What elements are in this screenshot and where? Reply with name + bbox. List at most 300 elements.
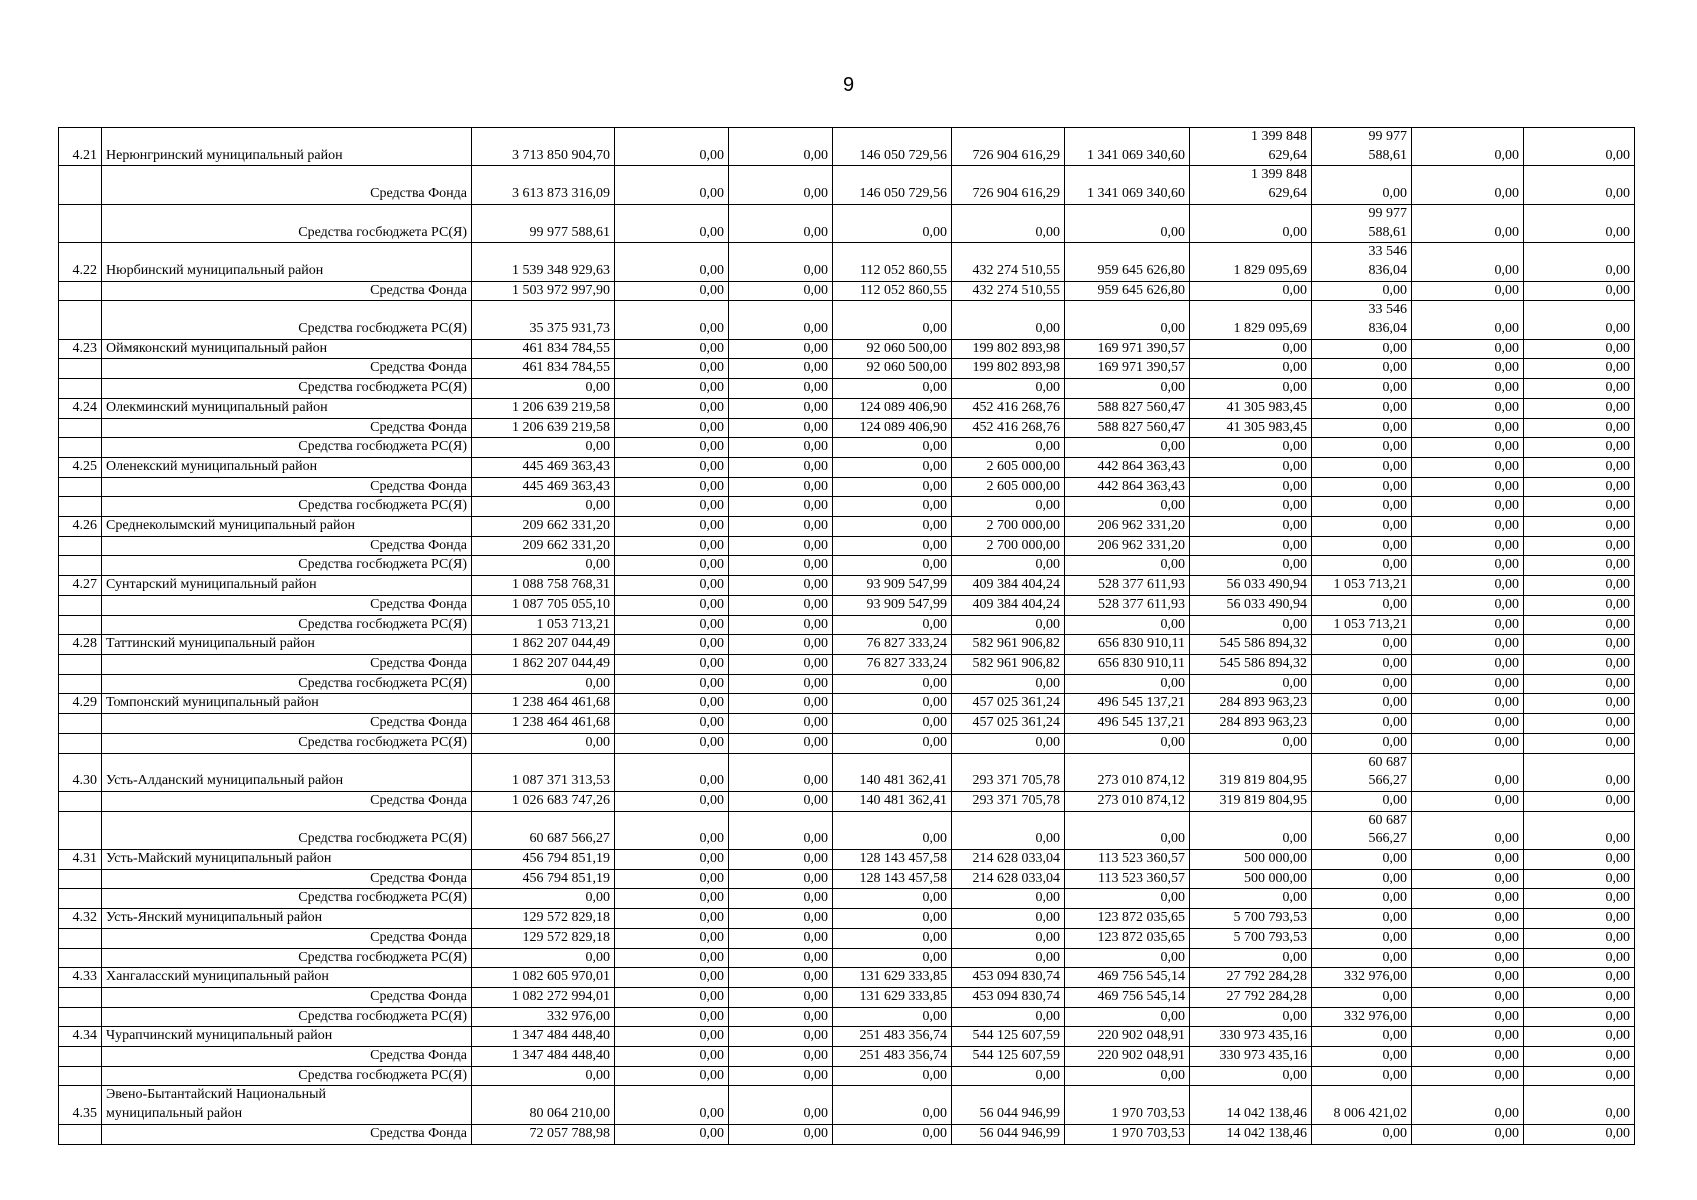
amount-cell: 0,00 [1524, 418, 1635, 438]
amount-cell: 0,00 [1412, 615, 1524, 635]
amount-cell: 123 872 035,65 [1065, 928, 1190, 948]
amount-cell: 1 053 713,21 [472, 615, 615, 635]
amount-cell: 56 044 946,99 [952, 1086, 1065, 1124]
row-number [59, 497, 102, 517]
amount-cell: 330 973 435,16 [1190, 1047, 1312, 1067]
amount-cell: 0,00 [729, 128, 833, 166]
amount-cell: 545 586 894,32 [1190, 635, 1312, 655]
table-row-funding-source [59, 615, 1635, 635]
row-number [59, 928, 102, 948]
amount-cell: 1 206 639 219,58 [472, 398, 615, 418]
funding-source-name: Средства госбюджета РС(Я) [102, 556, 472, 576]
amount-cell: 0,00 [1412, 379, 1524, 399]
table-row-district [59, 339, 1635, 359]
amount-cell: 0,00 [1524, 615, 1635, 635]
amount-cell: 0,00 [1190, 339, 1312, 359]
amount-cell: 0,00 [1412, 1027, 1524, 1047]
amount-cell: 0,00 [952, 948, 1065, 968]
amount-cell: 0,00 [833, 694, 952, 714]
amount-cell: 251 483 356,74 [833, 1047, 952, 1067]
table-row-district [59, 576, 1635, 596]
amount-cell: 496 545 137,21 [1065, 714, 1190, 734]
amount-cell: 2 700 000,00 [952, 517, 1065, 537]
district-name: Чурапчинский муниципальный район [102, 1027, 472, 1047]
amount-cell: 0,00 [1412, 398, 1524, 418]
amount-cell: 500 000,00 [1190, 850, 1312, 870]
district-name: Хангаласский муниципальный район [102, 968, 472, 988]
amount-cell: 0,00 [1524, 281, 1635, 301]
amount-cell: 293 371 705,78 [952, 791, 1065, 811]
amount-cell: 528 377 611,93 [1065, 595, 1190, 615]
amount-cell: 0,00 [952, 909, 1065, 929]
table-row-funding-source [59, 438, 1635, 458]
funding-source-name: Средства госбюджета РС(Я) [102, 379, 472, 399]
amount-cell: 0,00 [1524, 968, 1635, 988]
amount-cell: 0,00 [1412, 1066, 1524, 1086]
amount-cell: 123 872 035,65 [1065, 909, 1190, 929]
amount-cell: 1 829 095,69 [1190, 301, 1312, 339]
amount-cell: 445 469 363,43 [472, 457, 615, 477]
amount-cell: 1 399 848 629,64 [1190, 166, 1312, 204]
amount-cell: 0,00 [833, 556, 952, 576]
amount-cell: 146 050 729,56 [833, 166, 952, 204]
funding-source-name: Средства госбюджета РС(Я) [102, 438, 472, 458]
amount-cell: 0,00 [833, 457, 952, 477]
amount-cell: 0,00 [615, 359, 729, 379]
amount-cell: 0,00 [1412, 909, 1524, 929]
amount-cell: 0,00 [1412, 694, 1524, 714]
district-name: Среднеколымский муниципальный район [102, 517, 472, 537]
row-number: 4.31 [59, 850, 102, 870]
amount-cell: 726 904 616,29 [952, 128, 1065, 166]
amount-cell: 0,00 [729, 438, 833, 458]
amount-cell: 1 862 207 044,49 [472, 654, 615, 674]
amount-cell: 0,00 [1312, 595, 1412, 615]
amount-cell: 113 523 360,57 [1065, 850, 1190, 870]
row-number [59, 733, 102, 753]
amount-cell: 0,00 [1524, 714, 1635, 734]
amount-cell: 0,00 [729, 1047, 833, 1067]
table-row-funding-source [59, 281, 1635, 301]
amount-cell: 0,00 [615, 339, 729, 359]
amount-cell: 0,00 [729, 339, 833, 359]
amount-cell: 1 970 703,53 [1065, 1124, 1190, 1144]
amount-cell: 0,00 [1312, 928, 1412, 948]
amount-cell: 0,00 [1412, 987, 1524, 1007]
table-row-district [59, 1027, 1635, 1047]
amount-cell: 0,00 [1312, 497, 1412, 517]
amount-cell: 0,00 [833, 379, 952, 399]
amount-cell: 0,00 [1065, 948, 1190, 968]
amount-cell: 445 469 363,43 [472, 477, 615, 497]
amount-cell: 0,00 [1524, 1027, 1635, 1047]
table-row-funding-source [59, 166, 1635, 204]
amount-cell: 0,00 [615, 477, 729, 497]
amount-cell: 0,00 [615, 674, 729, 694]
amount-cell: 0,00 [729, 1007, 833, 1027]
amount-cell: 99 977 588,61 [1312, 204, 1412, 242]
table-row-funding-source [59, 987, 1635, 1007]
amount-cell: 80 064 210,00 [472, 1086, 615, 1124]
amount-cell: 0,00 [952, 438, 1065, 458]
row-number [59, 674, 102, 694]
amount-cell: 0,00 [729, 1086, 833, 1124]
amount-cell: 0,00 [833, 517, 952, 537]
amount-cell: 0,00 [1524, 128, 1635, 166]
amount-cell: 0,00 [1190, 733, 1312, 753]
amount-cell: 0,00 [1312, 674, 1412, 694]
amount-cell: 0,00 [472, 1066, 615, 1086]
amount-cell: 33 546 836,04 [1312, 243, 1412, 281]
amount-cell: 0,00 [615, 654, 729, 674]
amount-cell: 1 026 683 747,26 [472, 791, 615, 811]
amount-cell: 0,00 [1524, 1047, 1635, 1067]
amount-cell: 1 087 705 055,10 [472, 595, 615, 615]
amount-cell: 0,00 [729, 1027, 833, 1047]
row-number: 4.29 [59, 694, 102, 714]
amount-cell: 0,00 [615, 987, 729, 1007]
amount-cell: 0,00 [1412, 635, 1524, 655]
row-number: 4.25 [59, 457, 102, 477]
amount-cell: 0,00 [729, 753, 833, 791]
budget-table [58, 127, 1635, 1145]
amount-cell: 2 700 000,00 [952, 536, 1065, 556]
amount-cell: 0,00 [1312, 379, 1412, 399]
amount-cell: 1 829 095,69 [1190, 243, 1312, 281]
table-row-funding-source [59, 714, 1635, 734]
amount-cell: 0,00 [729, 398, 833, 418]
amount-cell: 146 050 729,56 [833, 128, 952, 166]
amount-cell: 0,00 [1190, 204, 1312, 242]
amount-cell: 0,00 [1524, 909, 1635, 929]
amount-cell: 0,00 [1312, 556, 1412, 576]
amount-cell: 60 687 566,27 [1312, 753, 1412, 791]
row-number [59, 418, 102, 438]
district-name: Усть-Майский муниципальный район [102, 850, 472, 870]
amount-cell: 3 613 873 316,09 [472, 166, 615, 204]
amount-cell: 14 042 138,46 [1190, 1086, 1312, 1124]
amount-cell: 0,00 [615, 379, 729, 399]
district-name: Оймяконский муниципальный район [102, 339, 472, 359]
funding-source-name: Средства госбюджета РС(Я) [102, 1007, 472, 1027]
funding-source-name: Средства госбюджета РС(Я) [102, 1066, 472, 1086]
amount-cell: 0,00 [1412, 166, 1524, 204]
amount-cell: 0,00 [1412, 753, 1524, 791]
table-row-funding-source [59, 536, 1635, 556]
amount-cell: 209 662 331,20 [472, 517, 615, 537]
table-body [59, 128, 1635, 1145]
amount-cell: 0,00 [833, 301, 952, 339]
amount-cell: 0,00 [1412, 889, 1524, 909]
amount-cell: 0,00 [833, 204, 952, 242]
amount-cell: 453 094 830,74 [952, 987, 1065, 1007]
amount-cell: 0,00 [1312, 987, 1412, 1007]
amount-cell: 199 802 893,98 [952, 339, 1065, 359]
amount-cell: 0,00 [1524, 204, 1635, 242]
amount-cell: 0,00 [615, 438, 729, 458]
district-name: Томпонский муниципальный район [102, 694, 472, 714]
amount-cell: 0,00 [1312, 850, 1412, 870]
amount-cell: 0,00 [833, 714, 952, 734]
amount-cell: 0,00 [1312, 909, 1412, 929]
amount-cell: 456 794 851,19 [472, 850, 615, 870]
amount-cell: 0,00 [1524, 674, 1635, 694]
amount-cell: 0,00 [1312, 889, 1412, 909]
amount-cell: 0,00 [1412, 477, 1524, 497]
amount-cell: 0,00 [729, 204, 833, 242]
amount-cell: 128 143 457,58 [833, 869, 952, 889]
amount-cell: 1 088 758 768,31 [472, 576, 615, 596]
amount-cell: 0,00 [1524, 1124, 1635, 1144]
amount-cell: 582 961 906,82 [952, 635, 1065, 655]
amount-cell: 0,00 [1312, 1027, 1412, 1047]
amount-cell: 27 792 284,28 [1190, 968, 1312, 988]
amount-cell: 0,00 [729, 166, 833, 204]
amount-cell: 0,00 [1312, 517, 1412, 537]
amount-cell: 0,00 [615, 791, 729, 811]
amount-cell: 129 572 829,18 [472, 909, 615, 929]
amount-cell: 0,00 [1412, 733, 1524, 753]
amount-cell: 0,00 [729, 674, 833, 694]
amount-cell: 0,00 [1524, 556, 1635, 576]
amount-cell: 206 962 331,20 [1065, 536, 1190, 556]
amount-cell: 0,00 [952, 301, 1065, 339]
row-number: 4.27 [59, 576, 102, 596]
amount-cell: 0,00 [1190, 948, 1312, 968]
amount-cell: 0,00 [472, 556, 615, 576]
amount-cell: 0,00 [729, 909, 833, 929]
amount-cell: 0,00 [1190, 615, 1312, 635]
amount-cell: 0,00 [833, 811, 952, 849]
funding-source-name: Средства госбюджета РС(Я) [102, 204, 472, 242]
amount-cell: 0,00 [615, 1007, 729, 1027]
amount-cell: 0,00 [952, 556, 1065, 576]
amount-cell: 0,00 [1412, 457, 1524, 477]
amount-cell: 93 909 547,99 [833, 576, 952, 596]
amount-cell: 0,00 [1312, 1124, 1412, 1144]
row-number [59, 615, 102, 635]
amount-cell: 0,00 [1065, 1066, 1190, 1086]
amount-cell: 99 977 588,61 [1312, 128, 1412, 166]
amount-cell: 500 000,00 [1190, 869, 1312, 889]
funding-source-name: Средства Фонда [102, 418, 472, 438]
amount-cell: 330 973 435,16 [1190, 1027, 1312, 1047]
amount-cell: 461 834 784,55 [472, 339, 615, 359]
amount-cell: 0,00 [1524, 753, 1635, 791]
funding-source-name: Средства Фонда [102, 869, 472, 889]
amount-cell: 332 976,00 [1312, 1007, 1412, 1027]
amount-cell: 0,00 [1065, 1007, 1190, 1027]
amount-cell: 0,00 [615, 850, 729, 870]
table-row-funding-source [59, 204, 1635, 242]
amount-cell: 214 628 033,04 [952, 869, 1065, 889]
amount-cell: 128 143 457,58 [833, 850, 952, 870]
amount-cell: 0,00 [1524, 517, 1635, 537]
amount-cell: 0,00 [615, 968, 729, 988]
amount-cell: 0,00 [1412, 1124, 1524, 1144]
amount-cell: 0,00 [1524, 301, 1635, 339]
amount-cell: 0,00 [1190, 457, 1312, 477]
amount-cell: 0,00 [615, 714, 729, 734]
amount-cell: 0,00 [615, 948, 729, 968]
row-number: 4.24 [59, 398, 102, 418]
amount-cell: 0,00 [615, 928, 729, 948]
amount-cell: 1 970 703,53 [1065, 1086, 1190, 1124]
row-number [59, 281, 102, 301]
district-name: Олекминский муниципальный район [102, 398, 472, 418]
amount-cell: 0,00 [1412, 359, 1524, 379]
amount-cell: 0,00 [729, 928, 833, 948]
amount-cell: 0,00 [1412, 438, 1524, 458]
amount-cell: 60 687 566,27 [1312, 811, 1412, 849]
amount-cell: 0,00 [833, 1066, 952, 1086]
amount-cell: 209 662 331,20 [472, 536, 615, 556]
amount-cell: 656 830 910,11 [1065, 635, 1190, 655]
amount-cell: 0,00 [1190, 281, 1312, 301]
amount-cell: 452 416 268,76 [952, 398, 1065, 418]
amount-cell: 1 399 848 629,64 [1190, 128, 1312, 166]
amount-cell: 0,00 [1312, 948, 1412, 968]
amount-cell: 1 347 484 448,40 [472, 1027, 615, 1047]
amount-cell: 0,00 [729, 536, 833, 556]
amount-cell: 469 756 545,14 [1065, 968, 1190, 988]
table-row-district [59, 968, 1635, 988]
amount-cell: 0,00 [1065, 556, 1190, 576]
funding-source-name: Средства госбюджета РС(Я) [102, 674, 472, 694]
amount-cell: 5 700 793,53 [1190, 909, 1312, 929]
amount-cell: 0,00 [1412, 968, 1524, 988]
funding-source-name: Средства Фонда [102, 477, 472, 497]
amount-cell: 0,00 [1524, 850, 1635, 870]
amount-cell: 432 274 510,55 [952, 243, 1065, 281]
amount-cell: 0,00 [729, 791, 833, 811]
funding-source-name: Средства Фонда [102, 928, 472, 948]
row-number [59, 869, 102, 889]
amount-cell: 60 687 566,27 [472, 811, 615, 849]
amount-cell: 0,00 [615, 753, 729, 791]
amount-cell: 0,00 [1524, 477, 1635, 497]
amount-cell: 442 864 363,43 [1065, 457, 1190, 477]
table-row-district [59, 635, 1635, 655]
table-row-district [59, 517, 1635, 537]
amount-cell: 0,00 [1190, 536, 1312, 556]
amount-cell: 3 713 850 904,70 [472, 128, 615, 166]
amount-cell: 409 384 404,24 [952, 576, 1065, 596]
amount-cell: 0,00 [615, 497, 729, 517]
table-row-district [59, 243, 1635, 281]
amount-cell: 0,00 [1312, 477, 1412, 497]
table-row-district [59, 694, 1635, 714]
amount-cell: 0,00 [1065, 733, 1190, 753]
funding-source-name: Средства госбюджета РС(Я) [102, 811, 472, 849]
amount-cell: 0,00 [472, 438, 615, 458]
amount-cell: 0,00 [1065, 811, 1190, 849]
amount-cell: 0,00 [1412, 928, 1524, 948]
amount-cell: 124 089 406,90 [833, 418, 952, 438]
funding-source-name: Средства Фонда [102, 166, 472, 204]
funding-source-name: Средства Фонда [102, 714, 472, 734]
amount-cell: 0,00 [615, 398, 729, 418]
amount-cell: 0,00 [1312, 438, 1412, 458]
amount-cell: 0,00 [833, 674, 952, 694]
amount-cell: 0,00 [1524, 457, 1635, 477]
amount-cell: 0,00 [1412, 517, 1524, 537]
amount-cell: 442 864 363,43 [1065, 477, 1190, 497]
amount-cell: 0,00 [1312, 457, 1412, 477]
amount-cell: 0,00 [1524, 791, 1635, 811]
amount-cell: 112 052 860,55 [833, 243, 952, 281]
table-row-funding-source [59, 1124, 1635, 1144]
amount-cell: 0,00 [952, 928, 1065, 948]
amount-cell: 0,00 [1412, 1086, 1524, 1124]
funding-source-name: Средства Фонда [102, 654, 472, 674]
amount-cell: 140 481 362,41 [833, 791, 952, 811]
amount-cell: 0,00 [1065, 301, 1190, 339]
amount-cell: 0,00 [615, 869, 729, 889]
amount-cell: 0,00 [1190, 517, 1312, 537]
row-number [59, 438, 102, 458]
amount-cell: 0,00 [1312, 536, 1412, 556]
row-number [59, 379, 102, 399]
amount-cell: 0,00 [729, 595, 833, 615]
amount-cell: 56 033 490,94 [1190, 576, 1312, 596]
amount-cell: 457 025 361,24 [952, 694, 1065, 714]
amount-cell: 27 792 284,28 [1190, 987, 1312, 1007]
row-number [59, 1047, 102, 1067]
amount-cell: 206 962 331,20 [1065, 517, 1190, 537]
amount-cell: 0,00 [1524, 987, 1635, 1007]
funding-source-name: Средства госбюджета РС(Я) [102, 497, 472, 517]
amount-cell: 76 827 333,24 [833, 635, 952, 655]
amount-cell: 452 416 268,76 [952, 418, 1065, 438]
amount-cell: 0,00 [472, 497, 615, 517]
amount-cell: 0,00 [1524, 811, 1635, 849]
amount-cell: 0,00 [952, 204, 1065, 242]
amount-cell: 0,00 [1524, 654, 1635, 674]
district-name: Усть-Янский муниципальный район [102, 909, 472, 929]
amount-cell: 0,00 [1312, 733, 1412, 753]
amount-cell: 5 700 793,53 [1190, 928, 1312, 948]
amount-cell: 0,00 [833, 909, 952, 929]
amount-cell: 0,00 [729, 869, 833, 889]
amount-cell: 0,00 [615, 909, 729, 929]
amount-cell: 72 057 788,98 [472, 1124, 615, 1144]
amount-cell: 0,00 [1524, 635, 1635, 655]
amount-cell: 0,00 [1190, 438, 1312, 458]
amount-cell: 588 827 560,47 [1065, 398, 1190, 418]
amount-cell: 1 238 464 461,68 [472, 694, 615, 714]
amount-cell: 0,00 [729, 556, 833, 576]
amount-cell: 0,00 [952, 615, 1065, 635]
row-number [59, 654, 102, 674]
amount-cell: 0,00 [615, 1066, 729, 1086]
amount-cell: 1 347 484 448,40 [472, 1047, 615, 1067]
amount-cell: 319 819 804,95 [1190, 753, 1312, 791]
amount-cell: 0,00 [1412, 595, 1524, 615]
amount-cell: 0,00 [1065, 438, 1190, 458]
amount-cell: 0,00 [1524, 1007, 1635, 1027]
amount-cell: 0,00 [615, 811, 729, 849]
amount-cell: 131 629 333,85 [833, 968, 952, 988]
amount-cell: 0,00 [833, 477, 952, 497]
row-number: 4.21 [59, 128, 102, 166]
amount-cell: 1 053 713,21 [1312, 615, 1412, 635]
amount-cell: 453 094 830,74 [952, 968, 1065, 988]
amount-cell: 0,00 [833, 497, 952, 517]
amount-cell: 461 834 784,55 [472, 359, 615, 379]
amount-cell: 0,00 [952, 497, 1065, 517]
amount-cell: 0,00 [1065, 889, 1190, 909]
